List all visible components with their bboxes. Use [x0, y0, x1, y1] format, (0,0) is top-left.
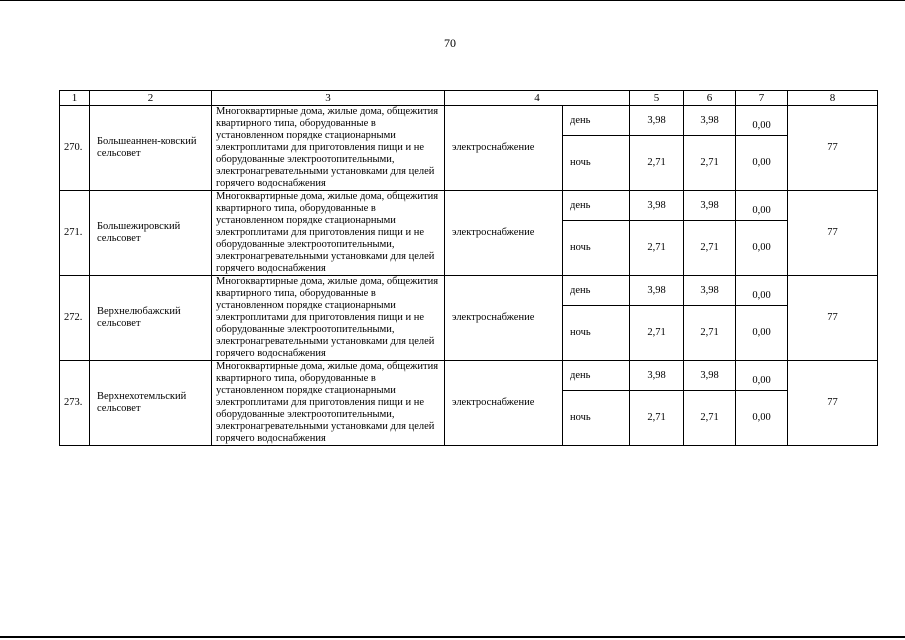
- time-zone-day: день: [563, 106, 630, 136]
- night-value-7: 0,00: [736, 391, 788, 446]
- night-value-6: 2,71: [684, 221, 736, 276]
- column-header: 1: [60, 91, 90, 106]
- day-value-6: 3,98: [684, 191, 736, 221]
- table-row: [60, 191, 878, 221]
- day-value-5: 3,98: [630, 276, 684, 306]
- page-number: 70: [444, 36, 456, 50]
- night-value-5: 2,71: [630, 306, 684, 361]
- consumer-description: Многоквартирные дома, жилые дома, общежития квартирного типа, оборудованные в установленном порядке стационарными электроплитами для приготовления пищи и не оборудованные электроотопительными, электронагревательными установками для целей горячего водоснабжения: [212, 191, 445, 276]
- page-bottom-border: [0, 636, 905, 638]
- day-value-5: 3,98: [630, 106, 684, 136]
- service-type: электроснабжение: [445, 361, 563, 446]
- night-value-6: 2,71: [684, 391, 736, 446]
- municipality-name: Большежировский сельсовет: [90, 191, 212, 276]
- municipality-name: Верхнехотемльский сельсовет: [90, 361, 212, 446]
- page-top-border: [0, 0, 905, 1]
- time-zone-night: ночь: [563, 136, 630, 191]
- service-type: электроснабжение: [445, 106, 563, 191]
- day-value-6: 3,98: [684, 106, 736, 136]
- night-value-7: 0,00: [736, 136, 788, 191]
- column-header: 2: [90, 91, 212, 106]
- time-zone-night: ночь: [563, 391, 630, 446]
- night-value-6: 2,71: [684, 306, 736, 361]
- day-value-6: 3,98: [684, 276, 736, 306]
- row-number: 271.: [60, 191, 90, 276]
- day-value-6: 3,98: [684, 361, 736, 391]
- value-8: 77: [788, 361, 878, 446]
- time-zone-day: день: [563, 276, 630, 306]
- night-value-5: 2,71: [630, 136, 684, 191]
- value-8: 77: [788, 191, 878, 276]
- table-row: [60, 361, 878, 391]
- time-zone-day: день: [563, 361, 630, 391]
- value-8: 77: [788, 276, 878, 361]
- service-type: электроснабжение: [445, 276, 563, 361]
- consumer-description: Многоквартирные дома, жилые дома, общежития квартирного типа, оборудованные в установленном порядке стационарными электроплитами для приготовления пищи и не оборудованные электроотопительными, электронагревательными установками для целей горячего водоснабжения: [212, 106, 445, 191]
- column-header: 6: [684, 91, 736, 106]
- municipality-name: Большеаннен-ковский сельсовет: [90, 106, 212, 191]
- day-value-7: 0,00: [736, 361, 788, 391]
- time-zone-night: ночь: [563, 306, 630, 361]
- column-header: 3: [212, 91, 445, 106]
- night-value-7: 0,00: [736, 221, 788, 276]
- night-value-5: 2,71: [630, 391, 684, 446]
- row-number: 272.: [60, 276, 90, 361]
- day-value-5: 3,98: [630, 191, 684, 221]
- row-number: 273.: [60, 361, 90, 446]
- column-header: 5: [630, 91, 684, 106]
- municipality-name: Верхнелюбажский сельсовет: [90, 276, 212, 361]
- table-row: [60, 276, 878, 306]
- day-value-7: 0,00: [736, 106, 788, 136]
- value-8: 77: [788, 106, 878, 191]
- time-zone-night: ночь: [563, 221, 630, 276]
- column-header: 7: [736, 91, 788, 106]
- row-number: 270.: [60, 106, 90, 191]
- day-value-7: 0,00: [736, 276, 788, 306]
- consumer-description: Многоквартирные дома, жилые дома, общежития квартирного типа, оборудованные в установленном порядке стационарными электроплитами для приготовления пищи и не оборудованные электроотопительными, электронагревательными установками для целей горячего водоснабжения: [212, 361, 445, 446]
- column-header: 8: [788, 91, 878, 106]
- header-row: [60, 91, 878, 106]
- tariff-table: [59, 90, 878, 446]
- day-value-7: 0,00: [736, 191, 788, 221]
- service-type: электроснабжение: [445, 191, 563, 276]
- night-value-6: 2,71: [684, 136, 736, 191]
- column-header: 4: [445, 91, 630, 106]
- night-value-5: 2,71: [630, 221, 684, 276]
- consumer-description: Многоквартирные дома, жилые дома, общежития квартирного типа, оборудованные в установленном порядке стационарными электроплитами для приготовления пищи и не оборудованные электроотопительными, электронагревательными установками для целей горячего водоснабжения: [212, 276, 445, 361]
- day-value-5: 3,98: [630, 361, 684, 391]
- night-value-7: 0,00: [736, 306, 788, 361]
- table-row: [60, 106, 878, 136]
- time-zone-day: день: [563, 191, 630, 221]
